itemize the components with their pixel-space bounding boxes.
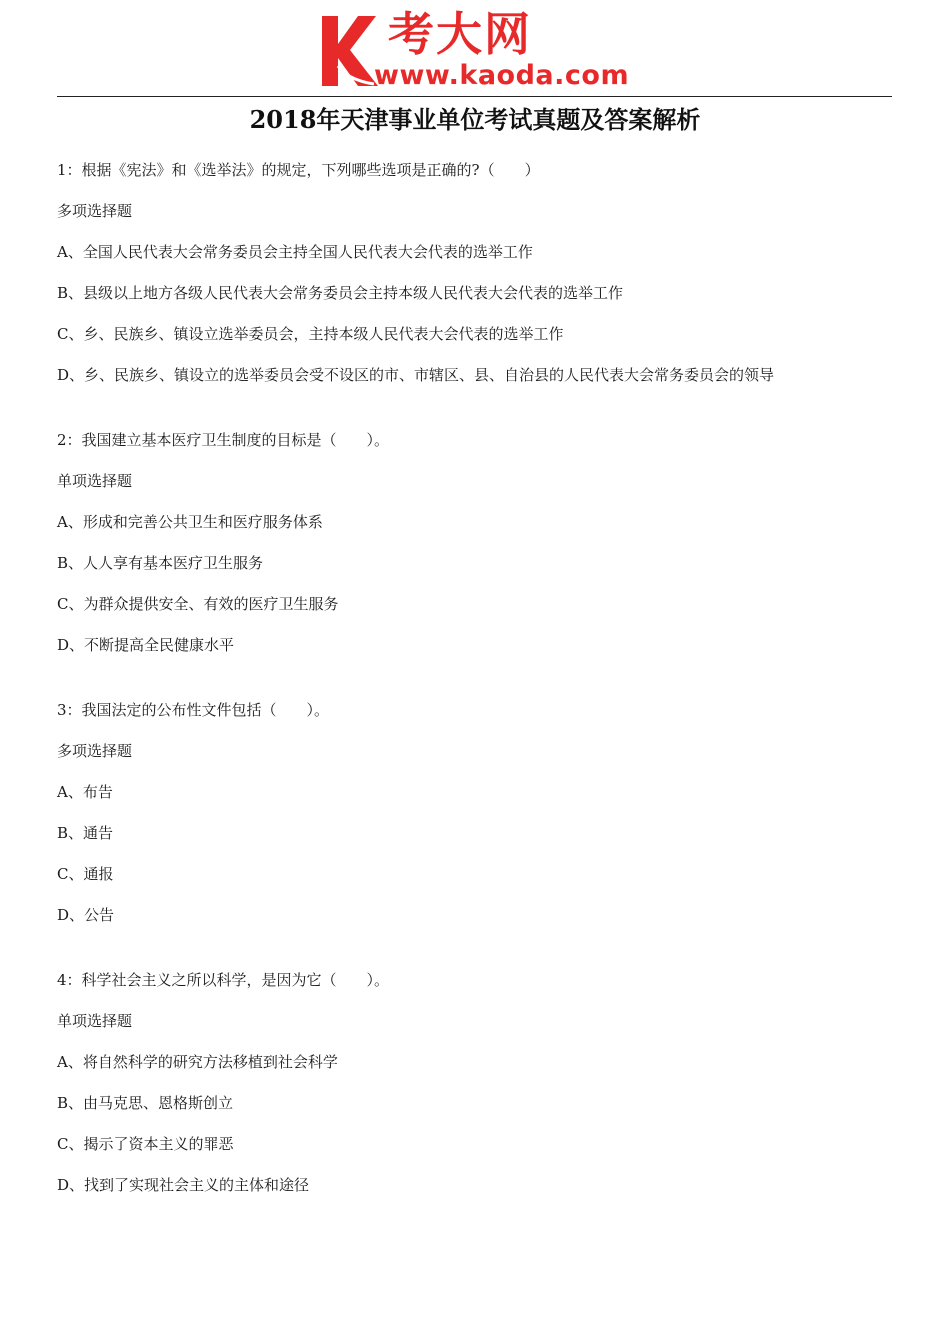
option-c: C、揭示了资本主义的罪恶 xyxy=(57,1135,234,1153)
option-a: A、将自然科学的研究方法移植到社会科学 xyxy=(57,1053,338,1071)
header-divider xyxy=(57,96,892,97)
kaoda-logo[interactable] xyxy=(318,8,638,90)
option-c: C、为群众提供安全、有效的医疗卫生服务 xyxy=(57,595,339,613)
question-type: 多项选择题 xyxy=(57,202,133,220)
logo-text-cn: 考大网 xyxy=(388,7,532,61)
question-stem: 3：我国法定的公布性文件包括（ ）。 xyxy=(57,701,330,719)
option-a: A、形成和完善公共卫生和医疗服务体系 xyxy=(57,513,323,531)
question-stem: 4：科学社会主义之所以科学，是因为它（ ）。 xyxy=(57,971,390,989)
option-b: B、县级以上地方各级人民代表大会常务委员会主持本级人民代表大会代表的选举工作 xyxy=(57,284,624,302)
option-a: A、全国人民代表大会常务委员会主持全国人民代表大会代表的选举工作 xyxy=(57,243,533,261)
logo-url[interactable]: www.kaoda.com xyxy=(374,60,630,91)
question-1 xyxy=(57,158,917,387)
question-4 xyxy=(57,968,917,1197)
question-stem: 2：我国建立基本医疗卫生制度的目标是（ ）。 xyxy=(57,431,390,449)
option-b: B、通告 xyxy=(57,824,114,842)
logo-k-mark-icon xyxy=(318,14,380,88)
option-c: C、乡、民族乡、镇设立选举委员会，主持本级人民代表大会代表的选举工作 xyxy=(57,325,564,343)
question-stem: 1：根据《宪法》和《选举法》的规定，下列哪些选项是正确的?（ ） xyxy=(57,161,540,179)
question-type: 多项选择题 xyxy=(57,742,133,760)
option-a: A、布告 xyxy=(57,783,113,801)
option-c: C、通报 xyxy=(57,865,114,883)
question-type: 单项选择题 xyxy=(57,1012,133,1030)
option-d: D、乡、民族乡、镇设立的选举委员会受不设区的市、市辖区、县、自治县的人民代表大会常务委员会的领导 xyxy=(57,366,775,384)
option-d: D、找到了实现社会主义的主体和途径 xyxy=(57,1176,310,1194)
question-3 xyxy=(57,698,917,927)
option-d: D、公告 xyxy=(57,906,115,924)
question-2 xyxy=(57,428,917,657)
question-list xyxy=(57,158,917,1238)
document-title: 2018年天津事业单位考试真题及答案解析 xyxy=(249,105,701,134)
question-type: 单项选择题 xyxy=(57,472,133,490)
option-d: D、不断提高全民健康水平 xyxy=(57,636,235,654)
option-b: B、人人享有基本医疗卫生服务 xyxy=(57,554,264,572)
option-b: B、由马克思、恩格斯创立 xyxy=(57,1094,234,1112)
